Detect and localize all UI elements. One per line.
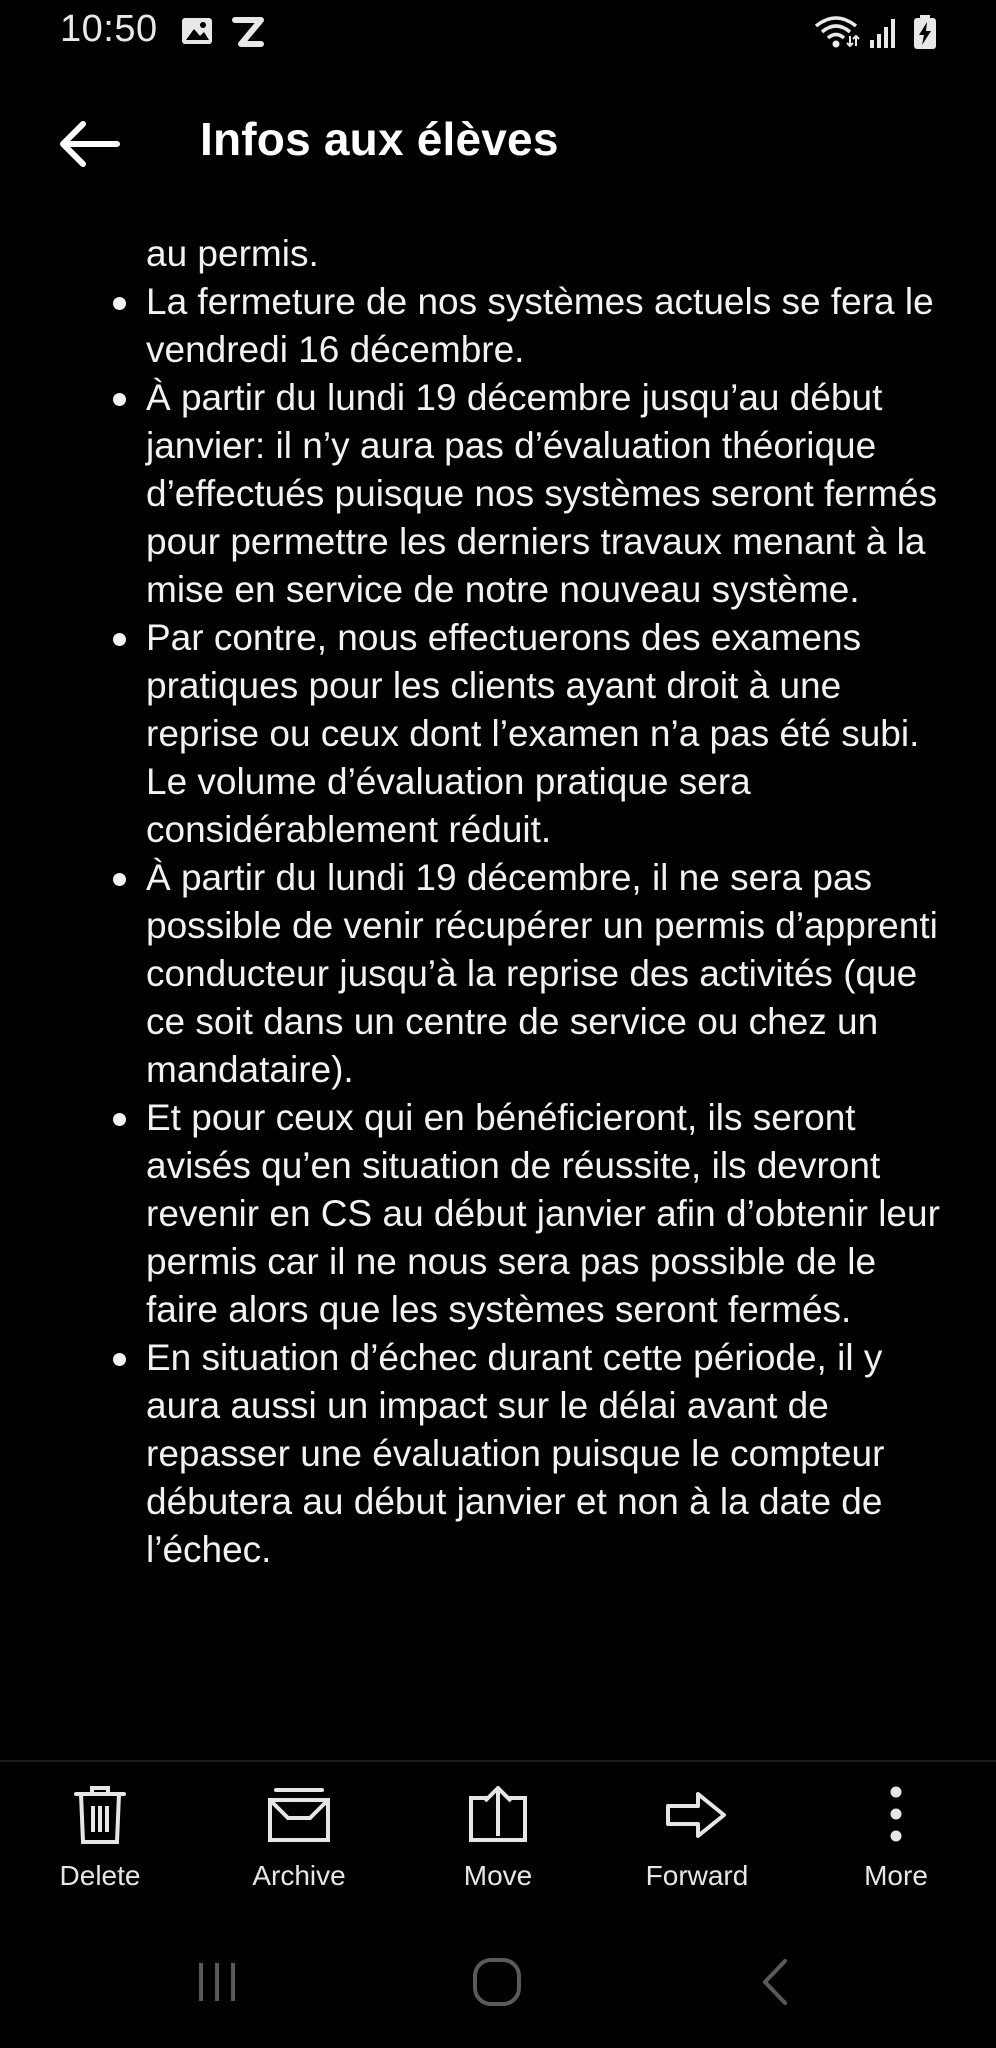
delete-button[interactable] — [20, 1784, 180, 1904]
delete-label: Delete — [59, 1860, 141, 1891]
status-time: 10:50 — [60, 8, 158, 50]
image-icon — [180, 14, 214, 53]
message-body[interactable] — [0, 190, 996, 1760]
list-item-text: Par contre, nous effectuerons des examens pratiques pour les clients ayant droit à une reprise ou ceux dont l’examen n’a pas été subi. Le volume d’évaluation pratique sera considérablement réduit. — [146, 617, 920, 850]
bullet-dot-icon — [113, 1113, 126, 1126]
battery-charging-icon — [912, 14, 938, 55]
move-label: Move — [463, 1860, 533, 1891]
list-item — [0, 1334, 996, 1574]
move-icon — [465, 1784, 531, 1846]
archive-button[interactable] — [219, 1784, 379, 1904]
list-item-text: La fermeture de nos systèmes actuels se fera le vendredi 16 décembre. — [146, 281, 934, 370]
move-button[interactable] — [418, 1784, 578, 1904]
list-item-text: au permis. — [146, 233, 319, 274]
app-header — [0, 70, 996, 220]
action-toolbar — [0, 1760, 996, 1918]
recent-apps-button[interactable] — [178, 1952, 258, 2012]
back-icon — [757, 1957, 793, 2007]
home-icon — [471, 1956, 523, 2008]
list-item — [0, 854, 996, 1094]
home-button[interactable] — [457, 1952, 537, 2012]
wifi-icon — [812, 14, 860, 55]
list-item — [0, 278, 996, 374]
list-item — [0, 230, 996, 278]
bullet-dot-icon — [113, 393, 126, 406]
list-item-text: À partir du lundi 19 décembre, il ne sera pas possible de venir récupérer un permis d’apprenti conducteur jusqu’à la reprise des activités (que ce soit dans un centre de service ou chez un mandataire). — [146, 857, 938, 1090]
status-bar — [0, 0, 996, 70]
system-navigation-bar — [0, 1916, 996, 2048]
archive-label: Archive — [252, 1860, 346, 1891]
list-item-text: Et pour ceux qui en bénéficieront, ils seront avisés qu’en situation de réussite, ils devront revenir en CS au début janvier afin d’obtenir leur permis car il ne nous sera pas possible de le faire alors que les systèmes seront fermés. — [146, 1097, 940, 1330]
signal-icon — [868, 14, 900, 55]
recent-apps-icon — [195, 1959, 241, 2005]
more-button[interactable] — [816, 1784, 976, 1904]
bullet-list — [0, 230, 996, 1574]
list-item — [0, 374, 996, 614]
archive-icon — [266, 1784, 332, 1846]
bullet-dot-icon — [113, 297, 126, 310]
z-app-icon — [230, 14, 266, 55]
forward-arrow-icon — [664, 1784, 730, 1846]
list-item — [0, 1094, 996, 1334]
more-vertical-icon — [886, 1784, 906, 1846]
page-title: Infos aux élèves — [200, 113, 559, 165]
bullet-dot-icon — [113, 873, 126, 886]
more-label: More — [864, 1860, 928, 1891]
back-button[interactable] — [48, 108, 128, 180]
bullet-dot-icon — [113, 633, 126, 646]
back-arrow-icon — [55, 118, 121, 170]
system-back-button[interactable] — [735, 1952, 815, 2012]
forward-button[interactable] — [617, 1784, 777, 1904]
list-item-text: En situation d’échec durant cette période, il y aura aussi un impact sur le délai avant de repasser une évaluation puisque le compteur débutera au début janvier et non à la date de l’échec. — [146, 1337, 885, 1570]
bullet-dot-icon — [113, 1353, 126, 1366]
forward-label: Forward — [645, 1860, 749, 1891]
list-item-text: À partir du lundi 19 décembre jusqu’au début janvier: il n’y aura pas d’évaluation théorique d’effectués puisque nos systèmes seront fermés pour permettre les derniers travaux menant à la mise en service de notre nouveau système. — [146, 377, 938, 610]
list-item — [0, 614, 996, 854]
trash-icon — [72, 1784, 128, 1846]
